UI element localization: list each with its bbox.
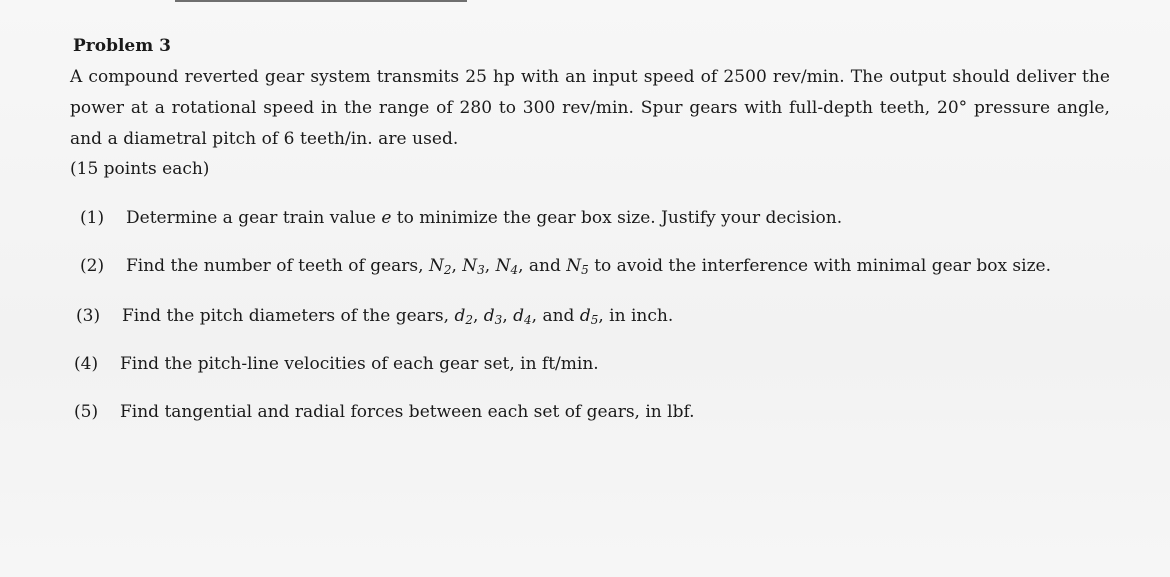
teeth-symbol-n2: $N_2$ [428,256,452,277]
task-number: (5) [74,402,99,422]
task-number: (1) [80,208,105,228]
task-text: to minimize the gear box size. Justify your decision. [391,208,843,228]
task-item-2: (2) Find the number of teeth of gears, $N_2$, $N_3$, $N_4$, and $N_5$ to avoid the interference with minimal gear box size. [80,251,1110,282]
diameter-symbol-d3: $d_3$ [483,306,503,327]
task-item-3: (3) Find the pitch diameters of the gears, $d_2$, $d_3$, $d_4$, and $d_5$, in inch. [76,301,1110,332]
problem-content [70,36,1110,428]
teeth-symbol-n5: $N_5$ [566,256,589,277]
task-text: to avoid the interference with minimal gear box size. [588,256,1052,276]
diameter-symbol-d4: $d_4$ [513,306,532,327]
problem-statement: A compound reverted gear system transmits 25 hp with an input speed of 2500 rev/min. The output should deliver the power at a rotational speed in the range of 280 to 300 rev/min. Spur gears with full-depth teeth, 20° pressure angle, and a diametral pitch of 6 teeth/in. are used. [70,67,1110,149]
teeth-symbol-n3: $N_3$ [462,256,485,277]
problem-title: Problem 3 [73,36,171,56]
task-text: Find the pitch-line velocities of each gear set, in ft/min. [120,354,599,374]
task-text: , in inch. [598,306,674,326]
task-text: Find tangential and radial forces between each set of gears, in lbf. [120,402,695,422]
task-text: Determine a gear train value [126,208,382,228]
points-note: (15 points each) [70,159,210,179]
task-number: (3) [76,306,101,326]
gear-train-value-symbol: e [381,208,392,228]
diameter-symbol-d2: $d_2$ [454,306,473,327]
task-item-4 [74,349,1110,380]
teeth-symbol-n4: $N_4$ [495,256,519,277]
top-divider-line [175,0,467,2]
task-text: Find the pitch diameters of the gears, [122,306,455,326]
task-text: Find the number of teeth of gears, [126,256,429,276]
task-list [70,203,1110,428]
diameter-symbol-d5: $d_5$ [579,306,599,327]
task-item-5 [74,397,1110,428]
task-number: (4) [74,354,99,374]
task-item-1 [80,203,1110,234]
task-number: (2) [80,256,105,276]
